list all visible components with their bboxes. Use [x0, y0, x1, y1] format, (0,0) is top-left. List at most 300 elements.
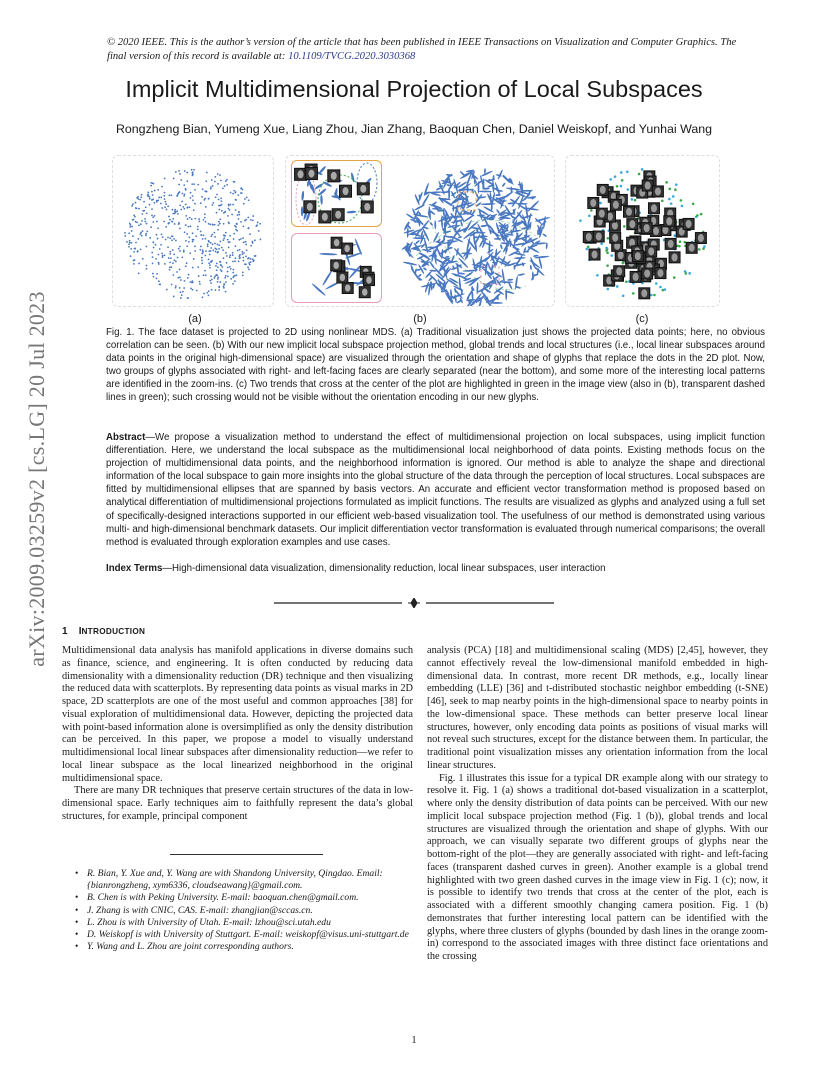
data-dot [238, 218, 240, 220]
data-dot [146, 265, 148, 267]
data-dot [200, 234, 202, 236]
data-dot [178, 184, 180, 186]
data-dot [165, 203, 167, 205]
data-dot [138, 225, 140, 227]
face-image [600, 186, 606, 194]
zoom-in-glyphs [292, 161, 380, 225]
data-dot [243, 241, 245, 243]
glyph [502, 182, 506, 187]
data-dot [607, 237, 610, 240]
section-number: 1 [62, 626, 68, 637]
face-image [364, 203, 370, 211]
data-dot [208, 223, 210, 225]
doi-link[interactable]: 10.1109/TVCG.2020.3030368 [288, 50, 416, 62]
index-terms-label: Index Terms [106, 563, 163, 574]
data-dot [202, 219, 204, 221]
data-dot [621, 179, 624, 182]
data-dot [151, 208, 153, 210]
data-dot [185, 265, 187, 267]
data-dot [606, 252, 609, 255]
glyph [319, 253, 337, 256]
data-dot [137, 251, 139, 253]
glyph [481, 203, 496, 205]
data-dot [130, 248, 132, 250]
data-dot [175, 240, 177, 242]
section-heading [62, 626, 145, 637]
data-dot [692, 202, 695, 205]
data-dot [158, 197, 160, 199]
face-image [672, 253, 678, 261]
data-dot [181, 294, 183, 296]
data-dot [157, 227, 159, 229]
data-dot [223, 212, 225, 214]
data-dot [234, 280, 236, 282]
data-dot [668, 188, 671, 191]
data-dot [132, 235, 134, 237]
data-dot [172, 274, 174, 276]
data-dot [158, 280, 160, 282]
data-dot [243, 203, 245, 205]
data-dot [616, 185, 619, 188]
data-dot [179, 191, 181, 193]
data-dot [224, 235, 226, 237]
data-dot [202, 249, 204, 251]
data-dot [204, 217, 206, 219]
data-dot [232, 272, 234, 274]
data-dot [174, 210, 176, 212]
data-dot [184, 170, 186, 172]
data-dot [152, 221, 154, 223]
glyph [523, 247, 527, 254]
data-dot [205, 274, 207, 276]
data-dot [164, 192, 166, 194]
data-dot [189, 281, 191, 283]
abstract-text: —We propose a visualization method to understand the effect of multidimensional projection on local subspaces, using implicit function differentiation. Here, we understand the local subspace as the multidimensional local neighborhood of data points. Existing methods focus on the projection of multidimensional data points, and the neighborhood information is ignored. Our method is able to analyze the shape and directional information of the local subspace to gain more insights into the global structure of the data through the perception of local structures. Local subspaces are fitted by multidimensional ellipses that are spanned by basis vectors. An accurate and efficient vector transformation method is proposed based on analytical differentiation of multidimensional projections formulated as implicit functions. The results are visualized as glyphs and analyzed using a full set of specifically-designed interactions supported in our efficient web-based visualization tool. The usefulness of our method is demonstrated using various multi- and high-dimensional benchmark datasets. Our implicit differentiation vector transformation is evaluated through numerical comparisons; the overall method is evaluated through exploration examples and use cases. [106, 432, 765, 548]
data-dot [232, 254, 234, 256]
data-dot [241, 253, 243, 255]
paragraph: Fig. 1 illustrates this issue for a typical DR example along with our strategy to resolve it. Fig. 1 (a) shows a traditional dot-based visualization in a scatterplot, where only the density distribution of data points can be perceived. With our new implicit local subspace projection method (Fig. 1 (b)), global trends and local structures are visualized through the orientation and shape of glyphs. With our approach, we can visually separate two different groups of glyphs near the bottom-right of the plot—they are generally associated with right- and left-facing faces (transparent dashed curves in green). Another example is a global trend highlighted with two green dashed curves in the image view in Fig. 1 (c); now, it is possible to identify two trends that cross at the center of the plot, each is associated with a different smoothly changing camera position. Fig. 1 (b) demonstrates that further interesting local pattern can be identified with the glyphs, where three clusters of glyphs (bounded by dash lines in the orange zoom-in) correspond to the associated images with three distinct face orientations and the crossing [427, 772, 768, 962]
data-dot [215, 251, 217, 253]
face-image [596, 232, 602, 240]
data-dot [151, 214, 153, 216]
footnote: • R. Bian, Y. Xue and, Y. Wang are with Shandong University, Qingdao. Email: {bianrongzheng, xym6336, cloudseawang}@gmail.com. [75, 868, 420, 892]
data-dot [179, 250, 181, 252]
data-dot [187, 297, 189, 299]
data-dot [634, 199, 637, 202]
data-dot [210, 261, 212, 263]
data-dot [150, 182, 152, 184]
data-dot [183, 184, 185, 186]
data-dot [201, 262, 203, 264]
data-dot [154, 190, 156, 192]
data-dot [131, 242, 133, 244]
data-dot [220, 264, 222, 266]
glyph [415, 240, 420, 245]
data-dot [169, 261, 171, 263]
data-dot [164, 178, 166, 180]
data-dot [230, 278, 232, 280]
data-dot [193, 169, 195, 171]
data-dot [129, 226, 131, 228]
data-dot [224, 185, 226, 187]
data-dot [138, 208, 140, 210]
data-dot [631, 198, 634, 201]
data-dot [232, 204, 234, 206]
footnote: • J. Zhang is with CNIC, CAS. E-mail: zhangjian@sccas.cn. [75, 905, 420, 917]
data-dot [194, 189, 196, 191]
section-separator [274, 598, 554, 608]
data-dot [231, 214, 233, 216]
data-dot [214, 176, 216, 178]
data-dot [141, 213, 143, 215]
data-dot [217, 276, 219, 278]
data-dot [245, 219, 247, 221]
data-dot [173, 253, 175, 255]
data-dot [187, 277, 189, 279]
data-dot [213, 277, 215, 279]
data-dot [214, 275, 216, 277]
section-title-initial: I [78, 626, 82, 637]
data-dot [258, 230, 260, 232]
data-dot [606, 288, 609, 291]
data-dot [237, 194, 239, 196]
glyph [527, 200, 540, 212]
glyph [506, 187, 521, 191]
data-dot [133, 214, 135, 216]
data-dot [195, 235, 197, 237]
data-dot [208, 198, 210, 200]
data-dot [230, 204, 232, 206]
data-dot [248, 199, 250, 201]
data-dot [179, 205, 181, 207]
data-dot [143, 201, 145, 203]
data-dot [175, 285, 177, 287]
data-dot [252, 215, 254, 217]
data-dot [189, 252, 191, 254]
glyph [423, 267, 427, 271]
data-dot [238, 214, 240, 216]
index-terms-text: —High-dimensional data visualization, dimensionality reduction, local linear subspaces, user interaction [162, 563, 606, 574]
data-dot [238, 261, 240, 263]
data-dot [235, 199, 237, 201]
data-dot [150, 185, 152, 187]
glyph [460, 220, 463, 226]
figure-caption: Fig. 1. The face dataset is projected to 2D using nonlinear MDS. (a) Traditional visualization just shows the projected data points; here, no obvious correlation can be seen. (b) With our new implicit local subspace projection method, global trends and local structures (i.e., local linear subspaces around data points in the original high-dimensional space) are visualized through the orientation and shape of glyphs that replace the dots in the 2D plot. Now, two groups of glyphs associated with right- and left-facing faces are clearly separated (near the bottom), and some more of the interesting local patterns are identified in the zoom-ins. (c) Two trends that cross at the center of the plot are highlighted in green in the image view (also in (b), transparent dashed lines in green); such crossing would not be visible without the orientation encoding in our new glyphs. [106, 327, 765, 404]
face-image [655, 187, 661, 195]
data-dot [204, 270, 206, 272]
data-dot [188, 226, 190, 228]
data-dot [138, 263, 140, 265]
data-dot [161, 252, 163, 254]
data-dot [653, 294, 656, 297]
data-dot [192, 289, 194, 291]
data-dot [211, 204, 213, 206]
data-dot [205, 238, 207, 240]
data-dot [199, 281, 201, 283]
data-dot [179, 269, 181, 271]
data-dot [233, 238, 235, 240]
data-dot [225, 275, 227, 277]
zoom-in-glyphs [292, 234, 380, 301]
data-dot [244, 198, 246, 200]
face-image [612, 234, 618, 242]
data-dot [223, 284, 225, 286]
data-dot [214, 181, 216, 183]
data-dot [170, 266, 172, 268]
data-dot [245, 255, 247, 257]
glyph [451, 191, 456, 199]
data-dot [178, 223, 180, 225]
data-dot [135, 202, 137, 204]
data-dot [232, 261, 234, 263]
data-dot [186, 180, 188, 182]
data-dot [252, 219, 254, 221]
glyph [505, 289, 507, 301]
data-dot [224, 277, 226, 279]
data-dot [234, 181, 236, 183]
data-dot [194, 245, 196, 247]
face-image [689, 244, 695, 252]
data-dot [596, 274, 599, 277]
data-dot [156, 273, 158, 275]
data-dot [133, 251, 135, 253]
data-dot [178, 170, 180, 172]
data-dot [153, 276, 155, 278]
data-dot [665, 181, 668, 184]
data-dot [234, 192, 236, 194]
data-dot [255, 255, 257, 257]
data-dot [164, 206, 166, 208]
index-terms [106, 563, 765, 574]
glyph [494, 238, 502, 240]
section-title: NTRODUCTION [81, 627, 146, 636]
glyph [517, 273, 525, 276]
data-dot [211, 234, 213, 236]
data-dot [226, 262, 228, 264]
data-dot [212, 202, 214, 204]
data-dot [227, 208, 229, 210]
data-dot [175, 287, 177, 289]
glyph [546, 243, 548, 250]
data-dot [210, 250, 212, 252]
data-dot [203, 274, 205, 276]
face-image [626, 208, 632, 216]
data-dot [219, 223, 221, 225]
scatterplot-dots [113, 156, 273, 306]
data-dot [188, 236, 190, 238]
data-dot [678, 245, 681, 248]
data-dot [186, 245, 188, 247]
data-dot [179, 227, 181, 229]
data-dot [128, 246, 130, 248]
data-dot [139, 233, 141, 235]
data-dot [626, 170, 629, 173]
data-dot [220, 197, 222, 199]
glyph [434, 220, 436, 229]
data-dot [191, 169, 193, 171]
data-dot [191, 218, 193, 220]
face-image [686, 220, 692, 228]
data-dot [226, 179, 228, 181]
data-dot [185, 224, 187, 226]
data-dot [197, 184, 199, 186]
data-dot [215, 196, 217, 198]
data-dot [207, 243, 209, 245]
data-dot [587, 246, 590, 249]
data-dot [156, 234, 158, 236]
data-dot [229, 209, 231, 211]
face-image [298, 170, 304, 178]
data-dot [159, 283, 161, 285]
data-dot [223, 257, 225, 259]
data-dot [227, 239, 229, 241]
data-dot [129, 224, 131, 226]
data-dot [250, 261, 252, 263]
data-dot [172, 218, 174, 220]
data-dot [191, 183, 193, 185]
face-image [334, 239, 340, 246]
data-dot [144, 218, 146, 220]
data-dot [173, 259, 175, 261]
data-dot [180, 279, 182, 281]
data-dot [700, 213, 703, 216]
glyph [542, 233, 547, 237]
data-dot [151, 199, 153, 201]
data-dot [688, 272, 691, 275]
data-dot [260, 239, 262, 241]
face-image [592, 251, 598, 259]
data-dot [149, 198, 151, 200]
data-dot [200, 231, 202, 233]
data-dot [190, 225, 192, 227]
panel-label-a: (a) [188, 313, 202, 325]
data-dot [216, 263, 218, 265]
data-dot [197, 228, 199, 230]
data-dot [149, 237, 151, 239]
data-dot [207, 245, 209, 247]
data-dot [184, 231, 186, 233]
data-dot [201, 253, 203, 255]
data-dot [632, 292, 635, 295]
data-dot [223, 237, 225, 239]
data-dot [218, 244, 220, 246]
data-dot [216, 269, 218, 271]
right-column [427, 645, 768, 964]
data-dot [216, 212, 218, 214]
data-dot [140, 223, 142, 225]
face-image [648, 247, 654, 255]
data-dot [202, 188, 204, 190]
data-dot [622, 294, 625, 297]
data-dot [664, 288, 667, 291]
data-dot [177, 277, 179, 279]
data-dot [183, 287, 185, 289]
data-dot [180, 179, 182, 181]
data-dot [252, 258, 254, 260]
data-dot [192, 199, 194, 201]
data-dot [240, 238, 242, 240]
data-dot [192, 239, 194, 241]
glyph [445, 256, 449, 259]
data-dot [216, 194, 218, 196]
data-dot [674, 188, 677, 191]
data-dot [211, 279, 213, 281]
data-dot [220, 180, 222, 182]
paper-title: Implicit Multidimensional Projection of Local Subspaces [125, 76, 703, 102]
data-dot [181, 201, 183, 203]
data-dot [223, 287, 225, 289]
panel-label-c: (c) [635, 313, 649, 325]
data-dot [659, 286, 662, 289]
face-image [644, 224, 650, 232]
data-dot [198, 218, 200, 220]
data-dot [160, 244, 162, 246]
glyph [508, 229, 522, 233]
data-dot [221, 270, 223, 272]
data-dot [248, 269, 250, 271]
data-dot [209, 254, 211, 256]
data-dot [229, 254, 231, 256]
data-dot [190, 192, 192, 194]
data-dot [194, 250, 196, 252]
data-dot [191, 174, 193, 176]
data-dot [176, 271, 178, 273]
data-dot [186, 172, 188, 174]
data-dot [173, 296, 175, 298]
data-dot [197, 226, 199, 228]
data-dot [156, 200, 158, 202]
data-dot [149, 204, 151, 206]
data-dot [638, 173, 641, 176]
glyph [456, 248, 460, 257]
data-dot [215, 274, 217, 276]
data-dot [641, 168, 644, 171]
glyph [497, 200, 507, 202]
data-dot [205, 180, 207, 182]
data-dot [189, 217, 191, 219]
data-dot [142, 258, 144, 260]
paragraph: Multidimensional data analysis has manifold applications in diverse domains such as finance, science, and engineering. It is often conducted by reducing data dimensionality with a dimensionality reduction (DR) technique and then visualizing the reduced data with scatterplots. By representing data points as visual marks in 2D space, 2D scatterplots are one of the most useful and common approaches [38] for visual exploration of multidimensional data. However, depicting the projected data with point-based information alone is oversimplified as only the density distribution can be perceived. In this paper, we propose a model to visually understand multidimensional local linear subspaces after dimensionality reduction—we refer to local linear subspace as the local linearized neighborhood in the original multidimensional space. [62, 645, 413, 784]
glyph [480, 170, 493, 177]
data-dot [153, 247, 155, 249]
data-dot [145, 233, 147, 235]
data-dot [192, 232, 194, 234]
data-dot [131, 205, 133, 207]
data-dot [588, 214, 591, 217]
paragraph: There are many DR techniques that preserve certain structures of the data in low-dimensional space. Early techniques aim to faithfully represent the data’s global structures, for example, principal component [62, 785, 413, 822]
data-dot [162, 256, 164, 258]
data-dot [136, 221, 138, 223]
data-dot [209, 224, 211, 226]
glyph [474, 234, 480, 245]
glyph [530, 265, 532, 270]
data-dot [213, 232, 215, 234]
data-dot [225, 232, 227, 234]
data-dot [201, 257, 203, 259]
glyph [496, 209, 501, 215]
data-dot [192, 267, 194, 269]
data-dot [204, 255, 206, 257]
data-dot [168, 257, 170, 259]
data-dot [183, 249, 185, 251]
data-dot [165, 226, 167, 228]
data-dot [202, 251, 204, 253]
data-dot [210, 186, 212, 188]
data-dot [174, 223, 176, 225]
data-dot [206, 172, 208, 174]
data-dot [238, 257, 240, 259]
data-dot [164, 254, 166, 256]
